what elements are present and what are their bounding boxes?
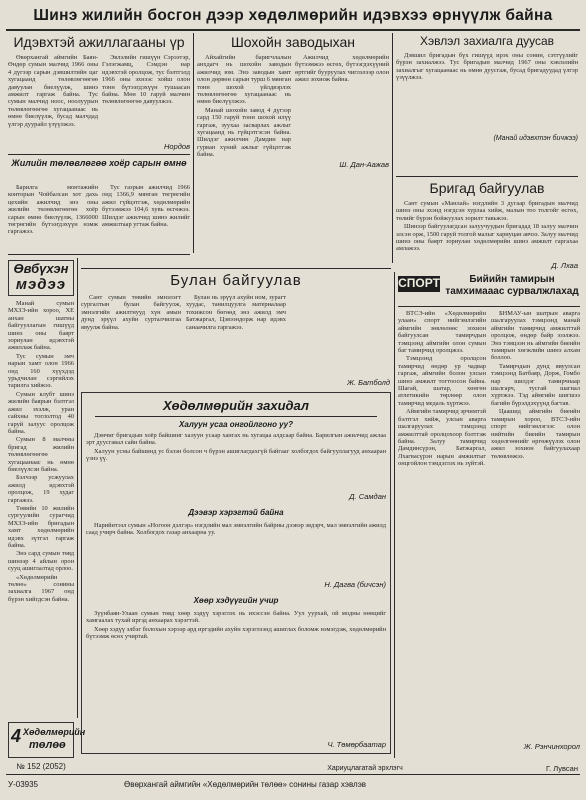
issue-number: № 152 (2052) [16, 762, 66, 771]
article-body-lime-col2: Ажилчид хөдөлмөрийн бүтээмжээ өсгөх, бүтээгдэхүүний өртгийг бууруулах чиглэлээр олон ажил зохиож байна. [295, 54, 389, 84]
article-signature: Ж. Рэнчинхорол [523, 742, 580, 751]
letter-body-hot-water: Дэмчиг бригадын хоёр байшинг халуун усаар хангах нь хугацаа алдсаар байна. Барилгын ажилчид ажлаа эрт дуусгавал сайн байна. Халуун усны байшинд ус бэлэн болсон ч бүрэн ашиглагдахгүй байгааг холбогдох байгууллагууд анхааран үзнэ үү. [86, 432, 386, 463]
article-subscription [396, 34, 578, 174]
banner-rule [6, 29, 580, 31]
letter-body-soot: Зүүнбаян-Улаан сумын төвд хөөр хэдүү хэрэглэх нь ихэссэн байна. Уул уурхай, ой модны нөөцийг хамгаалах тухай иргэд анхаарах хэрэгтэй. Хөөр хэдүү элбэг болохын хэрээр ард иргэдийн ахуйн хэрэглээнд ашиглах боломж нэмэгдэж, хөдөлмөрийн бүтээмж өсөх учиртай. [86, 610, 386, 641]
article-body-sport-col1: ВТСЭ-ийн «Хөдөлмөрийн улаан» спорт нийгэмлэгийн аймгийн зөвлөлөөс зохион байгуулсан тамирчдын тэмцээнд аймгийн олон сумын баг тамирчид оролцжээ. Тэмцээнд оролцсон тамирчид өндөр ур чадвар гаргаж, аймгийн болон улсын шинэ амжилт тогтоосон байна. Шагай, шатар, хөнгөн атлетикийн төрлөөр олон тамирчид медаль хүртжээ. Аймгийн тамирчид эрчимтэй бэлтгэл хийж, улсын аварга шалгаруулах тэмцээнд амжилттай оролцохоор бэлтгэж байна. Залуу тамирчид Дамдинсүрэн, Батжаргал, Лхагвасүрэн нарын амжилтыг онцгойлон тэмдэглэх нь зүйтэй. [398, 310, 486, 468]
small-masthead [8, 722, 86, 758]
article-signature: Н. Дагва (бичсэн) [324, 580, 386, 589]
article-signature: Ч. Төмөрбаатар [327, 740, 386, 749]
footer-code: У-03935 [8, 780, 38, 789]
article-divider [8, 254, 190, 255]
article-title-plan-early: Жилийн төлөвлөгөө хоёр сарын өмнө [11, 158, 187, 168]
article-title-subscription: Хэвлэл захиалга дуусав [419, 34, 554, 48]
column-divider [394, 272, 395, 758]
letter-subtitle-soot: Хөөр хэдүүгийн учир [193, 596, 279, 605]
mini-masthead-top: Өвбүхэн [13, 261, 69, 276]
footer-editor-label: Хариуцлагатай эрхлэгч [327, 765, 403, 772]
letter-subtitle-hot-water: Халуун усаа онгойлгоно уу? [179, 420, 293, 429]
mini-masthead-box [8, 260, 74, 296]
article-title-lime-plant: Шохойн заводыхан [230, 34, 356, 50]
article-divider [396, 176, 578, 177]
article-body-district-news: Манай сумын МХЗЭ-ийн хороо, ХЕ анхан шатны байгууллагын гишүүд шинэ оны баярт зориулан идэвхтэй ажиллаж байна. Тус сумын эмч нарын хамт олон 1966 онд 160 хүүхдэд урьдчилан сэргийлэх тарилга хийжээ. Сумын клубт шинэ жилийн баярын бэлтгэл ажил эхэлж, уран сайхны тоглолтод 40 гаруй залуус оролцож байна. Сумын 8 малчны бригад жилийн төлөвлөгөөгөө хугацаанаас нь өмнө биелүүлсэн байна. Бэлчээр усжуулах ажилд идэвхтэй оролцож, 19 худаг гаргажээ. Төвийн 10 жилийн сургуулийн сурагчид МХЗЭ-ийн бригадын хамт хөдөлмөрийн идэвх зүтгэл гаргаж байна. Энэ сард сумын төвд шинээр 4 айлын орон сууц ашиглалтад орлоо. «Хөдөлмөрийн төлөө» сонины захиалга 1967 онд бүрэн хийгдсэн байна. [8, 300, 74, 603]
article-body-efforts-col1: Өвөрхангай аймгийн Баян-Өндөр сумын малчид 1966 оны 4 дүгээр сарын дэвшилтийн цаг хугацаанд төлөвлөгөөгөө давуулан биелүүлж, шинэ амжилт гаргаж байна. Тус сумын малчид ноос, ноолуурын төлөвлөгөөгөө хугацаанаас нь өмнө биелүүлж, бусад малчдад үлгэр дуурайл үзүүлжээ. [8, 54, 98, 128]
article-body-lime-col1: Айхайгийн баригчлалын анхдагч нь шохойн заводын ажилчид юм. Энэ заводын хамт олон дөрвөн сарын турш 6 мянган тонн шохой үйлдвэрлэх төлөвлөгөөгөө хугацаанаас нь өмнө биелүүлжээ. Манай шохойн завод 4 дүгээр сард 150 гаруй тонн шохой илүү гаргаж, зуухаа засварлах ажлыг хугацаанд нь гүйцэтгэсэн байна. Шилдэг ажилчин Дамдин нар гурван хүний ажлыг гүйцэтгэж байна. [197, 54, 291, 159]
mini-masthead-bottom: мэдээ [15, 276, 67, 293]
article-body-brigade: Сант сумын «Манлай» нэгдлийн 3 дугаар бригадын малчид шинэ оны эхэнд нэгдсэн хурлаа хийж, малын тоо толгойг өсгөх, төлийг бүрэн бойжуулах зорилт тавьжээ. Шинээр байгуулагдсан залуучуудын бригадад 18 залуу малчин элсэн орж, 1500 гаруй толгой малыг хариуцан авчээ. Залуу малчид шинэ оны баярт зориулан хөдөлмөрийн шинэ амжилт гаргахаа амлажээ. [396, 200, 578, 253]
article-body-efforts-col2: Эвлэлийн гишүүн Сэрээтэр, Гэлэгжамц, Сэмдэн нар идэвхтэй оролцож, тус бэлтгэлд 1966 оны эхнээс хойш олон тонн бүтээгдэхүүн тушаасан байна. Мөн 10 гаруй малчин төлөвлөгөөгөө давуулжээ. [102, 54, 190, 106]
article-signature: (Манай идэвхтэн бичжээ) [493, 135, 578, 142]
masthead-rule [95, 416, 377, 417]
labor-letters-masthead: Хөдөлмөрийн захидал [162, 398, 310, 413]
article-body-sport-col2: БНМАУ-ын шатрын аварга шалгаруулах тэмцээнд манай аймгийн тамирчид амжилттай оролцож, өндөр байр эзэлжээ. Энэ тэмцээн нь аймгийн биеийн тамирын хөгжлийн шинэ алхам боллоо. Тамирчдын дунд явуулсан тэмцээнд Батбаяр, Дорж, Гомбо нар шилдэг тамирчнаар шалгарч, тусгай шагнал хүртжээ. Тэд аймгийн шигшээ багийн бүрэлдэхүүнд багтав. Цаашид аймгийн биеийн тамирын хороо, ВТСЭ-ийн спорт нийгэмлэгээс олон нийтийн биеийн тамирын хөдөлгөөнийг өргөжүүлэх олон ажил зохион байгуулахаар төлөвлөжээ. [491, 310, 580, 460]
column-divider [193, 33, 194, 253]
footer-rule [6, 774, 580, 775]
article-body-corner-col2: Булан нь эрүүл ахуйн ном, зурагт хуудас, танилцуулга материалаар тохижсон бөгөөд энэ ажилд эмч Батжаргал, Цэвээндорж нар идэвх санаачилга гаргажээ. [186, 294, 286, 331]
article-body-subscription: Дэвшил бригадын бүх гишүүд ирэх оны сонин, сэтгүүлийг бүрэн захиалжээ. Тус бригадын малчид 1967 оны хэвлэлийн захиалгыг хугацаанаас нь өмнө дуусгаж, бусад бригадуудад үлгэр үзүүлжээ. [396, 52, 578, 82]
article-title-sport: Бийийн тамирын тамхимааас сурвалжлахад [445, 274, 579, 297]
letter-subtitle-roof: Дээвэр хэрэгтэй байна [188, 508, 284, 517]
article-signature: Ж. Батболд [347, 378, 390, 387]
page-banner: Шинэ жилийн босгон дээр хөдөлмөрийн идэвхээ өрнүүлж байна [33, 7, 553, 24]
small-masthead-line2: төлөө [29, 739, 66, 751]
article-signature: Д. Лхаа [551, 261, 578, 270]
column-divider [77, 258, 78, 718]
small-masthead-line1: Хөдөлмөрийн [23, 727, 86, 737]
footer-publisher: Өвөрхангай аймгийн «Хөдөлмөрийн төлөө» сонины газар хэвлэв [123, 780, 367, 789]
article-title-brigade: Бригад байгуулав [429, 180, 545, 196]
article-body-plan-col1: Барилга монтажийн конторын Чойбалсан хот дахь цехийн ажилчид энэ оны жилийн төлөвлөгөөгөө хоёр сарын өмнө биелүүлж, 1366000 төгрөгийн бүтээгдэхүүн нэмж гаргажээ. [8, 184, 98, 236]
article-signature: Нордов [164, 142, 190, 151]
sport-tag: СПОРТ [398, 276, 440, 290]
article-divider [81, 268, 391, 269]
article-title-efforts: Идэвхтэй ажиллагааны үр [13, 34, 185, 50]
article-divider [8, 154, 190, 155]
article-divider [398, 306, 580, 307]
article-title-corner: Булан байгуулав [170, 272, 302, 289]
article-signature: Ш. Дан-Аажав [339, 160, 389, 169]
footer-editor-name: Г. Лувсан [545, 764, 578, 773]
article-body-corner-col1: Сант сумын төвийн эмнэлэгт сургалтын булан байгуулж, эмнэлгийн ажилтнууд хүн амын дунд эрүүл ахуйн сурталчилгаа явуулж байна. [81, 294, 181, 331]
article-signature: Д. Самдан [349, 492, 386, 501]
article-body-plan-col2: Тус газрын ажилчид 1966 онд 1366,9 мянган төгрөгийн ажил гүйцэтгэж, хөдөлмөрийн бүтээмжээ 104,6 хувь өсгөжээ. Шилдэг ажилчид шинэ жилийг амжилтаар угтаж байна. [102, 184, 190, 229]
letter-body-roof: Нарийнтээл сумын «Ногоон дэлгэр» нэгдлийн мал эмнэлгийн байрны дээвэр эвдэрч, мал эмнэлгийн ажилд саад учирч байна. Холбогдох газар анхаарна уу. [86, 522, 386, 537]
column-divider [392, 33, 393, 263]
small-masthead-number: 4 [11, 726, 22, 746]
